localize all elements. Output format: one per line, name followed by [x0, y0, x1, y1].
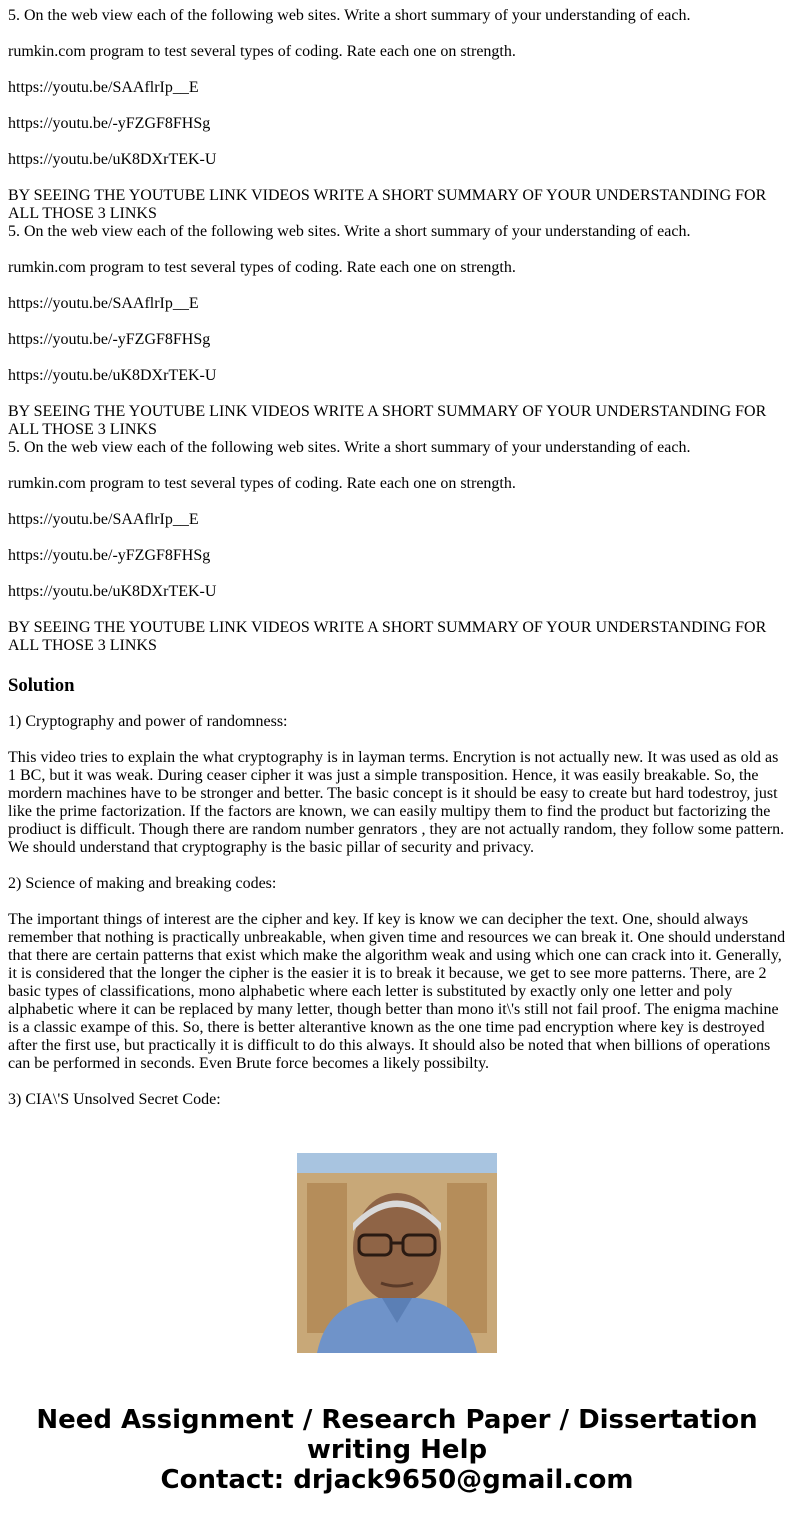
section-body: The important things of interest are the cipher and key. If key is know we can decipher the text. One, should always remember that nothing is practically unbreakable, when given time and resources we can break it. One should understand that there are certain patterns that exist which make the algorithm weak and using which one can crack into it. Generally, it is considered that the longer the cipher is the easier it is to break it because, we get to see more patterns. There, are 2 basic types of classifications, mono alphabetic where each letter is substituted by exactly only one letter and poly alphabetic where it can be replaced by many letter, though better than mono it\'s still not fail proof. The enigma machine is a classic exampe of this. So, there is better alterantive known as the one time pad encryption where key is destroyed after the first use, but practically it is difficult to do this always. It should also be noted that when billions of operations can be performed in seconds. Even Brute force becomes a likely possibilty. [8, 911, 786, 1072]
promo-contact[interactable]: Contact: drjack9650@gmail.com [160, 1465, 634, 1495]
youtube-link[interactable]: https://youtu.be/uK8DXrTEK-U [8, 367, 217, 384]
solution-answers [8, 713, 786, 1145]
question-block [8, 439, 786, 655]
youtube-link[interactable]: https://youtu.be/SAAflrIp__E [8, 295, 199, 312]
question-instruction: BY SEEING THE YOUTUBE LINK VIDEOS WRITE A SHORT SUMMARY OF YOUR UNDERSTANDING FOR ALL THOSE 3 LINKS [8, 187, 767, 222]
section-title: 3) CIA\'S Unsolved Secret Code: [8, 1091, 221, 1108]
section-title: 1) Cryptography and power of randomness: [8, 713, 288, 730]
question-site: rumkin.com program to test several types of coding. Rate each one on strength. [8, 43, 516, 60]
question-instruction: BY SEEING THE YOUTUBE LINK VIDEOS WRITE A SHORT SUMMARY OF YOUR UNDERSTANDING FOR ALL THOSE 3 LINKS [8, 619, 767, 654]
youtube-link[interactable]: https://youtu.be/-yFZGF8FHSg [8, 547, 211, 564]
question-block [8, 7, 786, 223]
youtube-link[interactable]: https://youtu.be/uK8DXrTEK-U [8, 583, 217, 600]
promo-line-1: Need Assignment / Research Paper / Dissertation writing Help [36, 1405, 758, 1465]
question-prompt: 5. On the web view each of the following web sites. Write a short summary of your understanding of each. [8, 223, 691, 240]
section-title: 2) Science of making and breaking codes: [8, 875, 277, 892]
youtube-link[interactable]: https://youtu.be/uK8DXrTEK-U [8, 151, 217, 168]
document-content [8, 0, 786, 1122]
youtube-link[interactable]: https://youtu.be/-yFZGF8FHSg [8, 331, 211, 348]
question-site: rumkin.com program to test several types of coding. Rate each one on strength. [8, 475, 516, 492]
question-blocks [8, 7, 786, 655]
solution-heading: Solution [8, 675, 75, 696]
question-prompt: 5. On the web view each of the following web sites. Write a short summary of your understanding of each. [8, 7, 691, 24]
promo-banner [0, 1405, 794, 1495]
question-prompt: 5. On the web view each of the following web sites. Write a short summary of your understanding of each. [8, 439, 691, 456]
author-avatar [297, 1153, 497, 1353]
youtube-link[interactable]: https://youtu.be/SAAflrIp__E [8, 511, 199, 528]
youtube-link[interactable]: https://youtu.be/-yFZGF8FHSg [8, 115, 211, 132]
question-instruction: BY SEEING THE YOUTUBE LINK VIDEOS WRITE A SHORT SUMMARY OF YOUR UNDERSTANDING FOR ALL THOSE 3 LINKS [8, 403, 767, 438]
avatar-photo [297, 1153, 497, 1353]
question-site: rumkin.com program to test several types of coding. Rate each one on strength. [8, 259, 516, 276]
section-body: This video tries to explain the what cryptography is in layman terms. Encrytion is not actually new. It was used as old as 1 BC, but it was weak. During ceaser cipher it was just a simple transposition. Hence, it was easily breakable. So, the mordern machines have to be stronger and better. The basic concept is it should be easy to create but hard todestroy, just like the prime factorization. If the factors are known, we can easily multipy them to find the product but factorizing the prodiuct is difficult. Though there are random number genrators , they are not actually random, they follow some pattern. We should understand that cryptography is the basic pillar of security and privacy. [8, 749, 785, 856]
promo-footer [0, 1122, 794, 1523]
youtube-link[interactable]: https://youtu.be/SAAflrIp__E [8, 79, 199, 96]
question-block [8, 223, 786, 439]
